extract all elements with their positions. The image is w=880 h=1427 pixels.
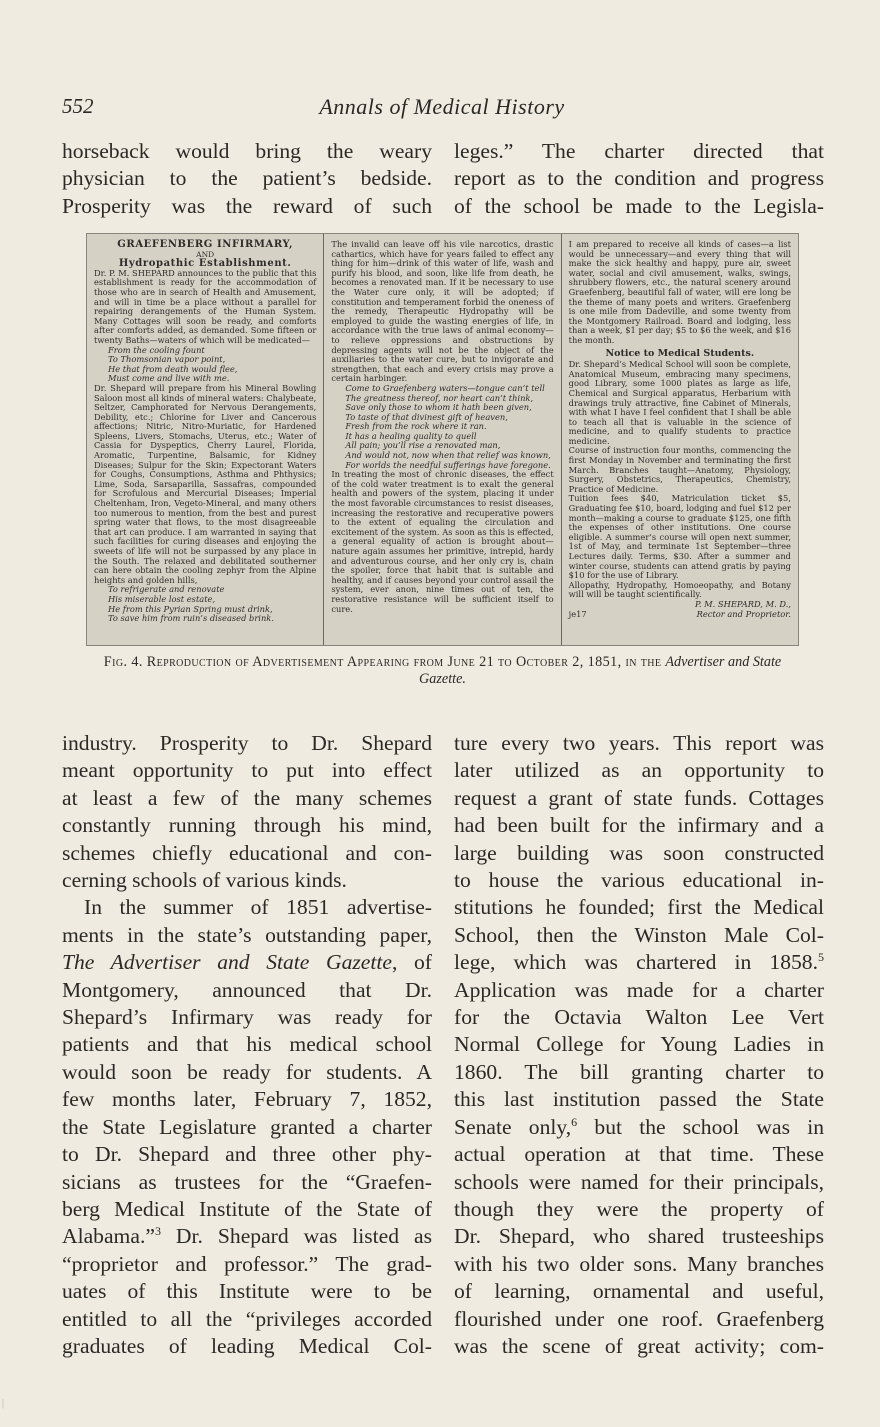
verse-line: For worlds the needful sufferings have foregone. (345, 459, 551, 470)
verse-line: His miserable lost estate, (108, 593, 216, 604)
verse-line: Save only those to whom it hath been given, (345, 402, 532, 413)
text-line: Alabama.”$^3$ Dr. Shepard was listed as (62, 1224, 432, 1249)
top-left-column (62, 138, 432, 220)
verse-line: He from this Pyrian Spring must drink, (108, 603, 273, 614)
page-header (62, 94, 822, 124)
verse-line: All pain; you’ll rise a renovated man, (345, 440, 501, 451)
text-line: schools were named for their principals, (454, 1169, 824, 1194)
text-line: physician to the patient’s bedside. (62, 166, 432, 191)
text-line: would soon be ready for students. A (62, 1059, 432, 1084)
advertisement-verse (331, 384, 553, 470)
text-line: graduates of leading Medical Col- (62, 1333, 432, 1358)
advertisement-paragraph: Tuition fees $40, Matriculation ticket $5, Graduating fee $10, board, lodging and fuel $12 per month—making a course to graduate $125, one fifth the expenses of other institutions. One course eligible. A summer’s course will open next summer, 1st of May, and terminate 1st September—three Lectures daily. Terms, $30. After a summer and winter course, students can attend gratis by paying $10 for the use of Library. (568, 493, 791, 581)
text-line: Application was made for a charter (454, 977, 824, 1002)
text-line: had been built for the infirmary and a (454, 813, 824, 838)
caption-text: Reproduction of Advertisement Appearing from June 21 to October 2, 1851, in the (146, 654, 662, 670)
text-line: ments in the state’s outstanding paper, (62, 922, 432, 947)
figure-caption (86, 654, 799, 688)
advertisement-verse (94, 585, 316, 623)
text-line: lege, which was chartered in 1858.$^5$ (454, 950, 824, 975)
top-right-column (454, 138, 824, 220)
text-line: 1860. The bill granting charter to (454, 1059, 824, 1084)
text-line: Normal College for Young Ladies in (454, 1032, 824, 1057)
text-line: entitled to all the “privileges accorded (62, 1306, 432, 1331)
text-line: meant opportunity to put into effect (62, 758, 432, 783)
advertisement-column-2 (324, 234, 561, 645)
text-line: patients and that his medical school (62, 1032, 432, 1057)
text-line: horseback would bring the weary (62, 139, 432, 163)
bottom-left-column (62, 730, 432, 1360)
running-title: Annals of Medical History (319, 94, 565, 119)
verse-line: It has a healing quality to quell (345, 430, 477, 441)
verse-line: To Thomsonian vapor point, (108, 354, 226, 365)
text-line: Montgomery, announced that Dr. (62, 977, 432, 1002)
text-line: at least a few of the many schemes (62, 785, 432, 810)
text-line: report as to the condition and progress (454, 166, 824, 191)
caption-italic: Advertiser and State Gazette. (419, 654, 782, 687)
verse-line: And would not, now when that relief was known, (345, 450, 551, 461)
text-line: though they were the property of (454, 1196, 824, 1221)
text-line: this last institution passed the State (454, 1087, 824, 1112)
text-line: for the Octavia Walton Lee Vert (454, 1005, 824, 1030)
advertisement-paragraph: Course of instruction four months, commencing the first Monday in November and terminating the first March. Branches taught—Anatomy, Physiology, Surgery, Obstetrics, Therapeutics, Chemistry, Practice of Medicine. (568, 445, 791, 494)
advertisement-verse (94, 346, 316, 384)
text-line: leges.” The charter directed that (454, 139, 824, 163)
text-line: flourished under one roof. Graefenberg (454, 1306, 824, 1331)
verse-line: To taste of that divinest gift of heaven, (345, 411, 508, 422)
text-line: of learning, ornamental and useful, (454, 1279, 824, 1304)
verse-line: From the cooling fount (108, 344, 205, 355)
text-line: was the scene of great activity; com- (454, 1333, 824, 1358)
text-line: actual operation at that time. These (454, 1142, 824, 1167)
text-line: Prosperity was the reward of such (62, 193, 432, 218)
text-line: sicians as trustees for the “Graefen- (62, 1169, 432, 1194)
advertisement-paragraph: Allopathy, Hydropathy, Homoeopathy, and Botany will will be taught scientifically. (568, 579, 791, 600)
text-line: Senate only,$^6$ but the school was in (454, 1114, 824, 1139)
advertisement-subheading: Hydropathic Establishment. (118, 258, 292, 270)
page-number: 552 (62, 94, 94, 118)
advertisement-paragraph: The invalid can leave off his vile narcotics, drastic cathartics, which have for years failed to effect any thing for him—drink of this water of life, wash and purify his blood, and soon, like life from death, he becomes a renovated man. If it be necessary to use the Water cure only, it will be adopted; if constitution and temperament forbid the oneness of the remedy, Therapeutic Hydropathy will be employed to guide the wasting energies of life, in accordance with the true laws of animal economy—to relieve oppressions and obstructions by depressing agents will not be the object of the auxiliaries to the water cure, but to invigorate and strengthen, that each and every crisis may prove a certain harbinger. (331, 239, 554, 384)
text-line: later utilized as an opportunity to (454, 758, 824, 783)
verse-line: Fresh from the rock where it ran. (345, 421, 487, 432)
text-line: to house the various educational in- (454, 868, 824, 893)
text-line: industry. Prosperity to Dr. Shepard (62, 731, 432, 755)
text-line: In the summer of 1851 advertise- (84, 895, 432, 920)
text-line: large building was soon constructed (454, 840, 824, 865)
advertisement-paragraph: In treating the most of chronic diseases, the effect of the cold water treatment is to exalt the general health and powers of the system, placing it under the most favorable circumstances to resist diseases, increasing the restorative and recuperative powers to the extent of equaling the circulation and excitement of the system. As soon as this is effected, a general equality of action is brought about—nature again assumes her primitive, intrepid, hardy and adventurous course, and her only cry is, chain the spoiler, force that habit that is suitable and healthy, and if causes beyond your control assail the system, ever anon, nine times out of ten, the restorative resistance will be sufficient itself to cure. (331, 469, 554, 614)
text-line: uates of this Institute were to be (62, 1279, 432, 1304)
advertisement-signature: P. M. SHEPARD, M. D., (694, 598, 791, 609)
advertisement-and: AND (196, 249, 215, 259)
advertisement-column-3 (562, 234, 798, 645)
text-line: request a grant of state funds. Cottages (454, 785, 824, 810)
verse-line: To save him from ruin’s diseased brink. (108, 613, 274, 624)
advertisement-paragraph: Dr. P. M. SHEPARD announces to the public that this establishment is ready for the accommodation of those who are in search of Health and Amusement, and will in time be a place without a parallel for repairing derangements of the Human System. Many Cottages will soon be ready, and comforts after comforts added, as demanded. Some fifteen or twenty Baths—waters of which will be medicated— (94, 267, 317, 345)
text-line: with his two older sons. Many branches (454, 1251, 824, 1276)
bottom-right-column (454, 730, 824, 1360)
text-line: few months later, February 7, 1852, (62, 1087, 432, 1112)
verse-line: The greatness thereof, nor heart can’t think, (345, 392, 534, 403)
advertisement-paragraph: Dr. Shepard will prepare from his Mineral Bowling Saloon most all kinds of mineral waters: Chalybeate, Seltzer, Camphorated for Nervous Derangements, Debility, etc.; Chlorine for Liver and Cancerous affections; Nitric, Nitro-Muriatic, for Hardened Spleens, Livers, Stomachs, Uterus, etc.; Water of Cassia for Dyspeptics, Cherry Laurel, Florida, Aromatic, Turpentine, Balsamic, for Kidney Diseases; Sulpur for the Skin; Expectorant Waters for Coughs, Consumptions, Asthma and Phthysics; Lime, Soda, Sarsaparilla, Sassafras, compounded for Scrofulous and Mercurial Diseases; Imperial Cheltenham, Iron, Vegeto-Mineral, and many others too numerous to mention, from the best and purest spring water that flows, to the most disagreeable that art can produce. I am warranted in saying that such facilities for curing diseases and enjoying the sweets of life will not be surpassed by any place in the South. The relaxed and debilitated southerner can here obtain the cooling zephyr from the Alpine heights and golden hills, (94, 382, 317, 585)
advertisement-notice: Notice to Medical Students. (605, 347, 755, 359)
advertisement-figure (86, 233, 799, 646)
text-line: to Dr. Shepard and three other phy- (62, 1142, 432, 1167)
text-line: ture every two years. This report was (454, 731, 824, 755)
text-line: berg Medical Institute of the State of (62, 1196, 432, 1221)
text-line: Shepard’s Infirmary was ready for (62, 1005, 432, 1030)
advertisement-dateline (569, 610, 791, 620)
text-line: constantly running through his mind, (62, 813, 432, 838)
advertisement-role: Rector and Proprietor. (696, 608, 791, 619)
advertisement-paragraph: Dr. Shepard’s Medical School will soon be complete, Anatomical Museum, embracing many specimens, good Library, some 1000 plates as large as life, Chemical and Surgical apparatus, Herbarium with drawings truly attractive, fine Cabinet of Minerals, with what I have I feel confident that I shall be able to teach all that is valuable in the science of medicine, and to qualify students to practice medicine. (568, 359, 791, 446)
scan-mark: | (2, 1398, 5, 1409)
advertisement-date: je17 (568, 608, 587, 619)
advertisement-heading: GRAEFENBERG INFIRMARY, (117, 239, 294, 250)
text-line: the State Legislature granted a charter (62, 1114, 432, 1139)
text-line: “proprietor and professor.” The grad- (62, 1251, 432, 1276)
advertisement-column-1 (87, 234, 324, 645)
text-line: of the school be made to the Legisla- (454, 193, 824, 218)
text-line: School, then the Winston Male Col- (454, 922, 824, 947)
verse-line: Come to Graefenberg waters—tongue can’t tell (345, 382, 545, 393)
verse-line: Must come and live with me. (108, 373, 230, 384)
text-line: stitutions he founded; first the Medical (454, 895, 824, 920)
verse-line: To refrigerate and renovate (108, 584, 225, 595)
text-line: schemes chiefly educational and con- (62, 840, 432, 865)
verse-line: He that from death would flee, (108, 363, 238, 374)
text-line: cerning schools of various kinds. (62, 868, 347, 893)
advertisement-paragraph: I am prepared to receive all kinds of cases—a list would be unnecessary—and every thing that will make the sick healthy and happy, pure air, sweet water, social and civil amusement, walks, swings, shrubbery flowers, etc., the natural scenery around Graefenberg, beautiful fall of water, will ere long be the theme of many poets and writers. Graefenberg is one mile from Dadeville, and some twenty from the Montgomery Railroad. Board and lodging, less than a week, $1 per day; $5 to $6 the week, and $16 the month. (568, 239, 791, 345)
caption-label: Fig. 4. (103, 654, 143, 670)
text-line: The Advertiser and State Gazette, of (62, 950, 432, 975)
text-line: Dr. Shepard, who shared trusteeships (454, 1224, 824, 1249)
